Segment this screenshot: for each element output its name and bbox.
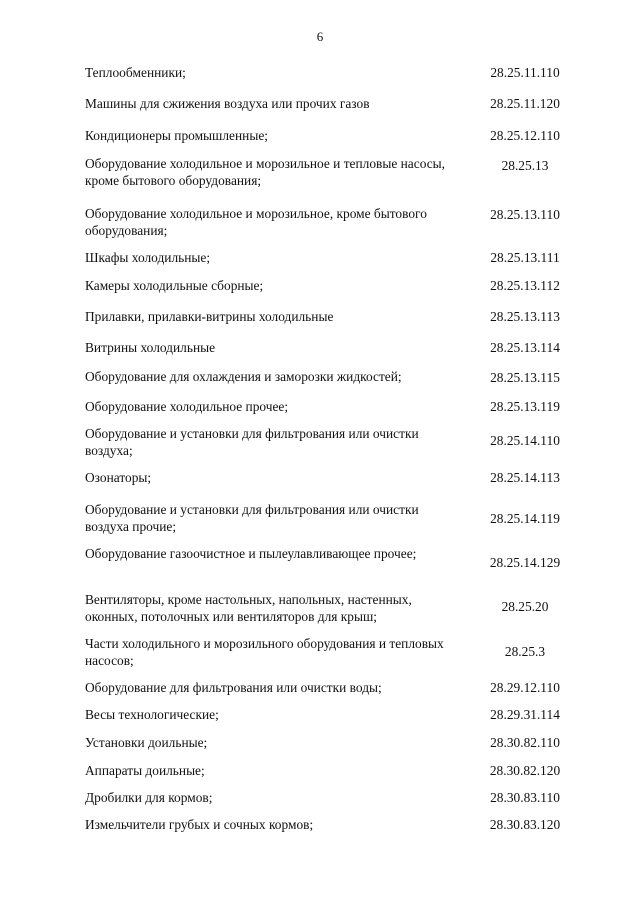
item-name: Вентиляторы, кроме настольных, напольных, настенных, оконных, потолочных или вентиляторов для крыш; [85, 592, 412, 624]
item-code: 28.25.13.112 [490, 278, 560, 293]
item-code: 28.25.13.115 [490, 370, 560, 385]
item-code: 28.30.82.120 [489, 763, 561, 778]
item-name: Оборудование газоочистное и пылеулавливающее прочее; [85, 546, 417, 561]
item-code: 28.25.12.110 [490, 128, 560, 143]
item-code: 28.30.82.110 [490, 735, 560, 750]
item-name: Оборудование для фильтрования или очистки воды; [85, 680, 382, 695]
item-code: 28.25.11.110 [490, 65, 560, 80]
item-code: 28.25.20 [501, 599, 549, 614]
item-code: 28.25.14.110 [490, 433, 560, 448]
item-name: Шкафы холодильные; [85, 250, 211, 265]
item-code: 28.25.14.113 [490, 470, 560, 485]
item-code: 28.25.13.111 [490, 250, 560, 265]
page-number: 6 [316, 29, 324, 44]
item-name: Оборудование холодильное и морозильное и тепловые насосы, кроме бытового оборудования; [85, 156, 446, 188]
item-code: 28.25.14.119 [490, 511, 560, 526]
item-code: 28.29.31.114 [490, 707, 560, 722]
item-name: Оборудование холодильное и морозильное, кроме бытового оборудования; [85, 206, 427, 238]
item-code: 28.25.13.113 [490, 309, 560, 324]
item-code: 28.25.13.114 [490, 340, 560, 355]
item-name: Измельчители грубых и сочных кормов; [85, 817, 314, 832]
item-code: 28.30.83.120 [489, 817, 561, 832]
item-name: Аппараты доильные; [85, 763, 205, 778]
item-name: Части холодильного и морозильного оборудования и тепловых насосов; [85, 636, 444, 668]
item-code: 28.25.14.129 [489, 555, 561, 570]
item-name: Озонаторы; [85, 470, 152, 485]
item-name: Машины для сжижения воздуха или прочих газов [85, 96, 370, 111]
item-name: Дробилки для кормов; [85, 790, 213, 805]
item-name: Весы технологические; [85, 707, 219, 722]
item-code: 28.25.13.119 [490, 399, 560, 414]
item-name: Витрины холодильные [85, 340, 216, 355]
item-code: 28.30.83.110 [490, 790, 560, 805]
item-name: Оборудование и установки для фильтрования или очистки воздуха; [85, 426, 419, 458]
item-name: Оборудование для охлаждения и заморозки жидкостей; [85, 369, 402, 384]
item-name: Оборудование холодильное прочее; [85, 399, 289, 414]
item-name: Теплообменники; [85, 65, 186, 80]
item-code: 28.25.13.110 [490, 207, 560, 222]
item-name: Оборудование и установки для фильтрования или очистки воздуха прочие; [85, 502, 419, 534]
item-code: 28.29.12.110 [490, 680, 560, 695]
item-name: Прилавки, прилавки-витрины холодильные [85, 309, 334, 324]
item-code: 28.25.13 [501, 158, 549, 173]
item-name: Установки доильные; [85, 735, 208, 750]
item-code: 28.25.11.120 [490, 96, 560, 111]
item-code: 28.25.3 [504, 644, 546, 659]
item-name: Камеры холодильные сборные; [85, 278, 264, 293]
item-name: Кондиционеры промышленные; [85, 128, 268, 143]
